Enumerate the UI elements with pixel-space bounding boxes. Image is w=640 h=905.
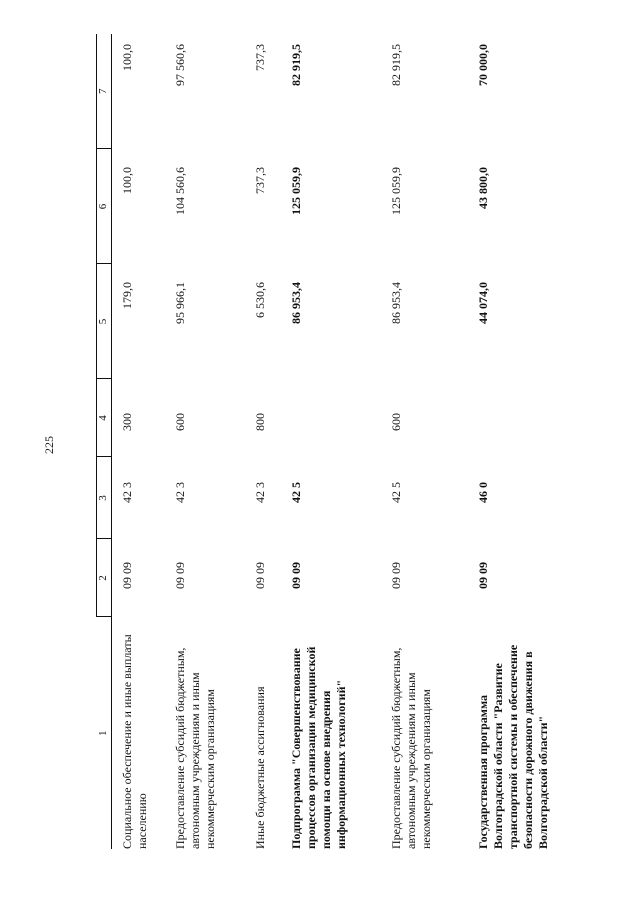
expense-type-code [476,379,551,457]
target-code: 42 5 [289,482,303,503]
column-number-2: 2 [97,539,112,617]
row-name: Предоставление субсидий бюджетным, автономным учреждениям и иным некоммерческим организациям [389,647,433,849]
target-code: 46 0 [476,482,490,503]
column-number-7: 7 [97,34,112,149]
rotated-table-sheet [96,34,550,849]
amount-col7: 82 919,5 [289,44,303,86]
amount-col5: 179,0 [120,282,134,309]
amount-col6: 125 059,9 [289,167,303,215]
amount-col5: 86 953,4 [389,282,403,324]
target-code: 42 3 [173,482,187,503]
row-name: Предоставление субсидий бюджетным, автономным учреждениям и иным некоммерческим организациям [173,647,217,849]
row-name: Государственная программа Волгоградской области "Развитие транспортной системы и обеспечение безопасности дорожного движения в Волгоградской области" [476,644,550,849]
amount-col7: 82 919,5 [389,44,403,86]
row-name: Социальное обеспечение и иные выплаты населению [120,634,149,849]
column-number-6: 6 [97,149,112,264]
row-name: Иные бюджетные ассигнования [253,686,267,849]
expense-type-code: 600 [173,413,187,431]
amount-col5: 44 074,0 [476,282,490,324]
table-row [112,34,174,849]
target-code: 42 5 [389,482,403,503]
table-row-subprogram [289,34,389,849]
amount-col5: 86 953,4 [289,282,303,324]
expense-type-code: 600 [389,413,403,431]
section-code: 09 09 [253,562,267,589]
amount-col6: 43 800,0 [476,167,490,209]
table-row [253,34,289,849]
target-code: 42 3 [120,482,134,503]
amount-col7: 70 000,0 [476,44,490,86]
amount-col6: 737,3 [253,167,267,194]
expense-type-code: 800 [253,413,267,431]
amount-col7: 100,0 [120,44,134,71]
column-number-3: 3 [97,457,112,539]
section-code: 09 09 [476,562,490,589]
amount-col6: 100,0 [120,167,134,194]
section-code: 09 09 [389,562,403,589]
amount-col6: 125 059,9 [389,167,403,215]
column-number-5: 5 [97,264,112,379]
section-code: 09 09 [173,562,187,589]
amount-col6: 104 560,6 [173,167,187,215]
amount-col5: 95 966,1 [173,282,187,324]
column-number-row [97,34,112,849]
table-row [389,34,476,849]
row-name: Подпрограмма "Совершенствование процессов организации медицинской помощи на основе внедрения информационных технологий" [289,646,348,849]
expense-type-code: 300 [120,413,134,431]
amount-col7: 737,3 [253,44,267,71]
budget-table [96,34,551,849]
column-number-4: 4 [97,379,112,457]
section-code: 09 09 [120,562,134,589]
table-row-program [476,34,551,849]
amount-col7: 97 560,6 [173,44,187,86]
page-number: 225 [42,436,56,454]
table-row [173,34,253,849]
section-code: 09 09 [289,562,303,589]
expense-type-code [289,379,389,457]
amount-col5: 6 530,6 [253,282,267,318]
column-number-1: 1 [97,617,112,849]
target-code: 42 3 [253,482,267,503]
